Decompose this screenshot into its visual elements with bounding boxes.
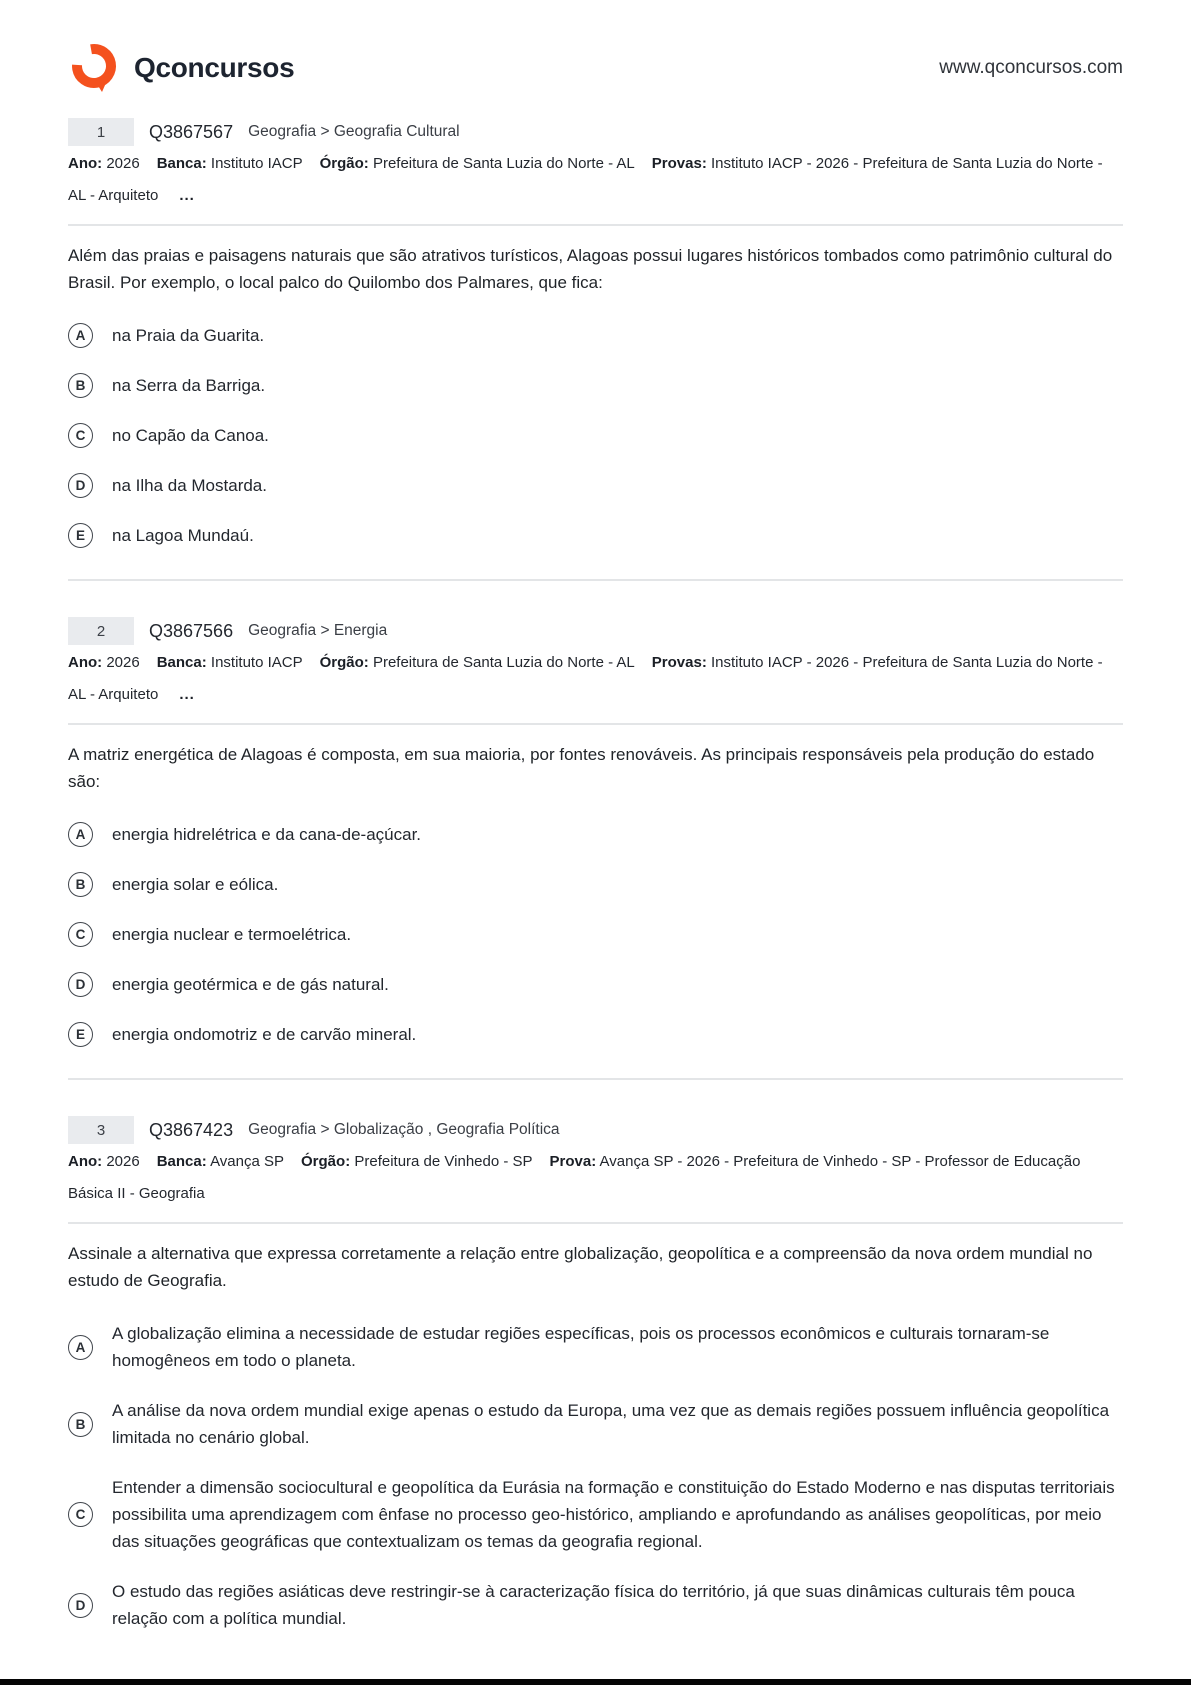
question-number-badge: 2: [68, 617, 134, 645]
meta-item: Ano: 2026: [68, 155, 140, 172]
option-text: energia solar e eólica.: [112, 875, 279, 894]
option-letter-circle[interactable]: D: [68, 473, 93, 498]
meta-item: Prova: Avança SP - 2026 - Prefeitura de Vinhedo - SP - Professor de Educação Básica II - Geografia: [68, 1153, 1081, 1202]
answer-option[interactable]: [68, 322, 1123, 349]
option-letter-circle[interactable]: D: [68, 1593, 93, 1618]
question-category: Geografia > Energia: [248, 622, 388, 639]
answer-option[interactable]: [68, 1021, 1123, 1048]
options-list: [68, 1320, 1123, 1632]
option-text: A globalização elimina a necessidade de estudar regiões específicas, pois os processos econômicos e culturais tornaram-se homogêneos em todo o planeta.: [112, 1324, 1050, 1370]
question-id: Q3867423: [149, 1119, 234, 1140]
meta-more-ellipsis[interactable]: ...: [179, 686, 195, 703]
question-header: [68, 617, 1123, 645]
answer-option[interactable]: [68, 472, 1123, 499]
answer-option[interactable]: [68, 871, 1123, 898]
option-text: Entender a dimensão sociocultural e geopolítica da Eurásia na formação e constituição do Estado Moderno e nas disputas territoriais possibilita uma aprendizagem com ênfase no processo geo-histórico, ampliando e aprofundando as análises geopolíticas, por meio das situações geográficas que contextualizam os temas da geografia regional.: [112, 1478, 1115, 1551]
question-text: Assinale a alternativa que expressa corretamente a relação entre globalização, geopolítica e a compreensão da nova ordem mundial no estudo de Geografia.: [68, 1244, 1093, 1290]
option-text: na Serra da Barriga.: [112, 376, 266, 395]
answer-option[interactable]: [68, 971, 1123, 998]
question-header: [68, 1116, 1123, 1144]
option-letter-circle[interactable]: C: [68, 423, 93, 448]
answer-option[interactable]: [68, 372, 1123, 399]
question-block: [68, 1078, 1123, 1632]
option-letter-circle[interactable]: C: [68, 1502, 93, 1527]
meta-item: Órgão: Prefeitura de Vinhedo - SP: [301, 1153, 533, 1170]
meta-item: Órgão: Prefeitura de Santa Luzia do Norte - AL: [319, 155, 635, 172]
question-meta: [68, 647, 1123, 711]
question-block: [68, 118, 1123, 549]
question-id: Q3867566: [149, 620, 234, 641]
options-list: [68, 322, 1123, 549]
question-meta: [68, 1146, 1123, 1210]
option-letter-circle[interactable]: B: [68, 373, 93, 398]
question-meta: [68, 148, 1123, 212]
question-block: [68, 579, 1123, 1048]
option-text: energia hidrelétrica e da cana-de-açúcar.: [112, 825, 422, 844]
options-list: [68, 821, 1123, 1048]
question-header: [68, 118, 1123, 146]
option-text: na Ilha da Mostarda.: [112, 476, 267, 495]
option-text: energia geotérmica e de gás natural.: [112, 975, 389, 994]
question-text: A matriz energética de Alagoas é composta, em sua maioria, por fontes renováveis. As principais responsáveis pela produção do estado são:: [68, 745, 1095, 791]
question-number-badge: 3: [68, 1116, 134, 1144]
question-id: Q3867567: [149, 121, 234, 142]
meta-item: Banca: Avança SP: [156, 1153, 285, 1170]
answer-option[interactable]: [68, 821, 1123, 848]
answer-option[interactable]: [68, 1578, 1123, 1632]
option-letter-circle[interactable]: D: [68, 972, 93, 997]
answer-option[interactable]: [68, 522, 1123, 549]
option-letter-circle[interactable]: E: [68, 523, 93, 548]
option-letter-circle[interactable]: C: [68, 922, 93, 947]
question-separator: [68, 1078, 1123, 1080]
question-number-badge: 1: [68, 118, 134, 146]
meta-more-ellipsis[interactable]: ...: [179, 187, 195, 204]
option-text: no Capão da Canoa.: [112, 426, 269, 445]
option-letter-circle[interactable]: B: [68, 1412, 93, 1437]
option-text: A análise da nova ordem mundial exige apenas o estudo da Europa, uma vez que as demais regiões possuem influência geopolítica limitada no cenário global.: [112, 1401, 1110, 1447]
bottom-edge-bar: [0, 1679, 1191, 1685]
option-letter-circle[interactable]: E: [68, 1022, 93, 1047]
option-text: energia nuclear e termoelétrica.: [112, 925, 352, 944]
question-text: Além das praias e paisagens naturais que são atrativos turísticos, Alagoas possui lugares históricos tombados como patrimônio cultural do Brasil. Por exemplo, o local palco do Quilombo dos Palmares, que fica:: [68, 246, 1113, 292]
question-category: Geografia > Globalização , Geografia Política: [248, 1121, 560, 1138]
option-letter-circle[interactable]: B: [68, 872, 93, 897]
meta-item: Provas: Instituto IACP - 2026 - Prefeitura de Santa Luzia do Norte - AL - Arquiteto: [68, 155, 1103, 204]
meta-divider: [68, 723, 1123, 725]
answer-option[interactable]: [68, 1474, 1123, 1555]
option-text: energia ondomotriz e de carvão mineral.: [112, 1025, 417, 1044]
answer-option[interactable]: [68, 921, 1123, 948]
question-separator: [68, 579, 1123, 581]
answer-option[interactable]: [68, 1397, 1123, 1451]
site-url: www.qconcursos.com: [939, 57, 1123, 78]
option-letter-circle[interactable]: A: [68, 822, 93, 847]
meta-item: Provas: Instituto IACP - 2026 - Prefeitura de Santa Luzia do Norte - AL - Arquiteto: [68, 654, 1103, 703]
meta-divider: [68, 224, 1123, 226]
meta-item: Ano: 2026: [68, 654, 140, 671]
meta-item: Órgão: Prefeitura de Santa Luzia do Norte - AL: [319, 654, 635, 671]
question-category: Geografia > Geografia Cultural: [248, 123, 460, 140]
option-text: O estudo das regiões asiáticas deve restringir-se à caracterização física do território, já que suas dinâmicas culturais têm pouca relação com a política mundial.: [112, 1582, 1075, 1628]
answer-option[interactable]: [68, 1320, 1123, 1374]
option-letter-circle[interactable]: A: [68, 323, 93, 348]
meta-item: Banca: Instituto IACP: [156, 654, 303, 671]
option-letter-circle[interactable]: A: [68, 1335, 93, 1360]
meta-item: Banca: Instituto IACP: [156, 155, 303, 172]
answer-option[interactable]: [68, 422, 1123, 449]
page-header: [68, 0, 1123, 94]
meta-divider: [68, 1222, 1123, 1224]
brand: [68, 42, 294, 94]
option-text: na Praia da Guarita.: [112, 326, 265, 345]
qconcursos-logo-icon: [68, 42, 120, 94]
brand-name: Qconcursos: [134, 52, 295, 83]
option-text: na Lagoa Mundaú.: [112, 526, 254, 545]
meta-item: Ano: 2026: [68, 1153, 140, 1170]
question-list: [68, 118, 1123, 1632]
